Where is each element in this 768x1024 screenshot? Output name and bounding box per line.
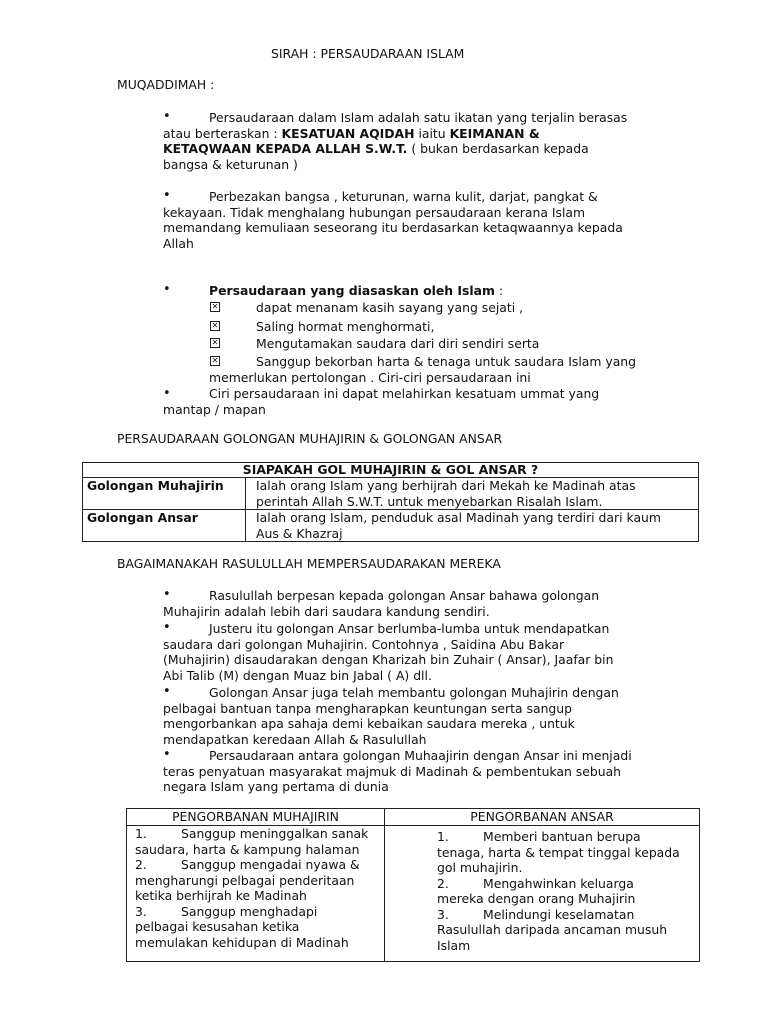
p3-item-4-cont: memerlukan pertolongan . Ciri-ciri persaudaraan ini [209, 370, 531, 385]
p3-item-4: Sanggup bekorban harta & tenaga untuk saudara Islam yang [256, 354, 637, 369]
table1-def-ansar-line-1: Ialah orang Islam, penduduk asal Madinah yang terdiri dari kaum [256, 510, 661, 525]
s3-b3-line-3: mengorbankan apa sahaja demi kebaikan saudara mereka , untuk [163, 716, 575, 731]
s3-b4-line-1: Persaudaraan antara golongan Muhaajirin dengan Ansar ini menjadi [209, 748, 632, 763]
p1-ketaqwaan: KETAQWAAN KEPADA ALLAH S.W.T. [163, 141, 408, 156]
paragraph-2 [163, 189, 663, 251]
p3-colon: : [494, 283, 504, 298]
s3-b2-line-3: (Muhajirin) disaudarakan dengan Kharizah bin Zuhair ( Ansar), Jaafar bin [163, 652, 614, 667]
p3-heading [209, 283, 503, 299]
checkbox-x-icon: ✕ [211, 338, 219, 347]
s3-b4-line-2: teras penyatuan masyarakat majmuk di Madinah & pembentukan sebuah [163, 763, 622, 779]
p4-line-1: Ciri persaudaraan ini dapat melahirkan kesatuam ummat yang [209, 386, 600, 401]
table2-col-ansar [385, 826, 700, 962]
list-item: saudara, harta & kampung halaman [135, 841, 360, 857]
s3-bullet-1 [163, 588, 663, 619]
list-number: 1. [437, 829, 449, 844]
list-item: Islam [437, 937, 471, 953]
checkbox-x-icon: ✕ [211, 302, 219, 311]
p1-line-2-text: atau berteraskan : [163, 125, 282, 141]
section-heading-persaudaraan: PERSAUDARAAN GOLONGAN MUHAJIRIN & GOLONGAN ANSAR [117, 431, 503, 446]
p2-line-1: Perbezakan bangsa , keturunan, warna kulit, darjat, pangkat & [209, 189, 598, 204]
s3-b2-line-2: saudara dari golongan Muhajirin. Contohnya , Saidina Abu Bakar [163, 636, 565, 652]
page-title: SIRAH : PERSAUDARAAN ISLAM [271, 46, 465, 61]
s3-b2-line-1: Justeru itu golongan Ansar berlumba-lumba untuk mendapatkan [209, 621, 610, 636]
section-heading-muqaddimah: MUQADDIMAH : [117, 77, 215, 92]
list-item: tenaga, harta & tempat tinggal kepada [437, 844, 680, 860]
list-item: Melindungi keselamatan [483, 906, 635, 922]
table1-def-muhajirin-line-1: Ialah orang Islam yang berhijrah dari Mekah ke Madinah atas [256, 478, 636, 493]
list-item: Sanggup menghadapi [181, 903, 318, 919]
s3-b2-line-4: Abi Talib (M) dengan Muaz bin Jabal ( A) dll. [163, 667, 432, 683]
table1-label-ansar: Golongan Ansar [83, 510, 246, 542]
section-heading-bagaimanakah: BAGAIMANAKAH RASULULLAH MEMPERSAUDARAKAN MEREKA [117, 556, 501, 571]
list-item: mereka dengan orang Muhajirin [437, 891, 636, 906]
s3-b4-line-3: negara Islam yang pertama di dunia [163, 779, 389, 794]
bullet-icon: • [163, 620, 171, 635]
p3-item-1: dapat menanam kasih sayang yang sejati , [256, 300, 524, 315]
list-item: mengharungi pelbagai penderitaan [135, 872, 355, 888]
list-item: memulakan kehidupan di Madinah [135, 934, 349, 950]
p2-line-2: kekayaan. Tidak menghalang hubungan persaudaraan kerana Islam [163, 204, 586, 220]
table-row [83, 478, 699, 510]
table-row [83, 510, 699, 542]
table2-header-muhajirin: PENGORBANAN MUHAJIRIN [127, 809, 385, 826]
list-number: 3. [437, 906, 449, 922]
p1-line-4: bangsa & keturunan ) [163, 156, 298, 172]
p2-line-3: memandang kemuliaan seseorang itu berdasarkan ketaqwaannya kepada [163, 220, 623, 235]
p3-heading-text: Persaudaraan yang diasaskan oleh Islam [209, 283, 495, 298]
bullet-icon: • [163, 747, 171, 762]
p1-line-1: Persaudaraan dalam Islam adalah satu ikatan yang terjalin berasas [209, 110, 628, 125]
table1-header: SIAPAKAH GOL MUHAJIRIN & GOL ANSAR ? [83, 463, 699, 478]
s3-b3-line-2: pelbagai bantuan tanpa mengharapkan keuntungan serta sangup [163, 700, 573, 716]
list-number: 2. [135, 857, 147, 872]
table1-def-ansar-line-2: Aus & Khazraj [256, 525, 343, 541]
bullet-icon: • [163, 587, 171, 602]
list-item: Mengahwinkan keluarga [483, 875, 634, 891]
table-siapakah [82, 462, 699, 542]
bullet-icon: • [163, 386, 171, 401]
table1-def-muhajirin [246, 478, 699, 510]
s3-b3-line-4: mendapatkan keredaan Allah & Rasulullah [163, 731, 427, 747]
table1-def-muhajirin-line-2: perintah Allah S.W.T. untuk menyebarkan Risalah Islam. [256, 493, 603, 509]
list-number: 1. [135, 826, 147, 841]
p2-line-4: Allah [163, 235, 194, 251]
bullet-icon: • [163, 109, 171, 124]
table-pengorbanan [126, 808, 700, 962]
paragraph-4 [163, 386, 663, 417]
bullet-icon: • [163, 684, 171, 699]
list-number: 3. [135, 903, 147, 919]
table-row [127, 826, 700, 962]
table1-def-ansar [246, 510, 699, 542]
list-number: 2. [437, 875, 449, 891]
list-item: pelbagai kesusahan ketika [135, 919, 300, 934]
p1-line-3-text: ( bukan berdasarkan kepada [407, 141, 589, 156]
list-item: Sanggup mengadai nyawa & [181, 857, 360, 872]
table2-header-ansar: PENGORBANAN ANSAR [385, 809, 700, 826]
paragraph-1 [163, 110, 663, 172]
s3-bullet-3 [163, 685, 663, 747]
table1-label-muhajirin: Golongan Muhajirin [83, 478, 246, 510]
checkbox-x-icon: ✕ [211, 356, 219, 365]
bullet-icon: • [163, 282, 171, 297]
p1-keimanan: KEIMANAN & [449, 125, 540, 141]
s3-bullet-4 [163, 748, 663, 795]
p3-item-2: Saling hormat menghormati, [256, 319, 435, 334]
list-item: gol muhajirin. [437, 860, 523, 875]
s3-bullet-2 [163, 621, 663, 683]
p3-item-3: Mengutamakan saudara dari diri sendiri serta [256, 336, 540, 351]
s3-b3-line-1: Golongan Ansar juga telah membantu golongan Muhajirin dengan [209, 685, 619, 700]
list-item: ketika berhijrah ke Madinah [135, 888, 307, 903]
list-item: Sanggup meninggalkan sanak [181, 826, 369, 841]
p4-line-2: mantap / mapan [163, 401, 266, 417]
table2-col-muhajirin [127, 826, 385, 962]
s3-b1-line-2: Muhajirin adalah lebih dari saudara kandung sendiri. [163, 603, 490, 619]
bullet-icon: • [163, 188, 171, 203]
p1-kesatuan-aqidah: KESATUAN AQIDAH [281, 125, 415, 141]
list-item: Rasulullah daripada ancaman musuh [437, 922, 668, 937]
p1-iaitu: iaitu [414, 125, 450, 141]
s3-b1-line-1: Rasulullah berpesan kepada golongan Ansar bahawa golongan [209, 588, 600, 603]
checkbox-x-icon: ✕ [211, 321, 219, 330]
list-item: Memberi bantuan berupa [483, 829, 641, 844]
